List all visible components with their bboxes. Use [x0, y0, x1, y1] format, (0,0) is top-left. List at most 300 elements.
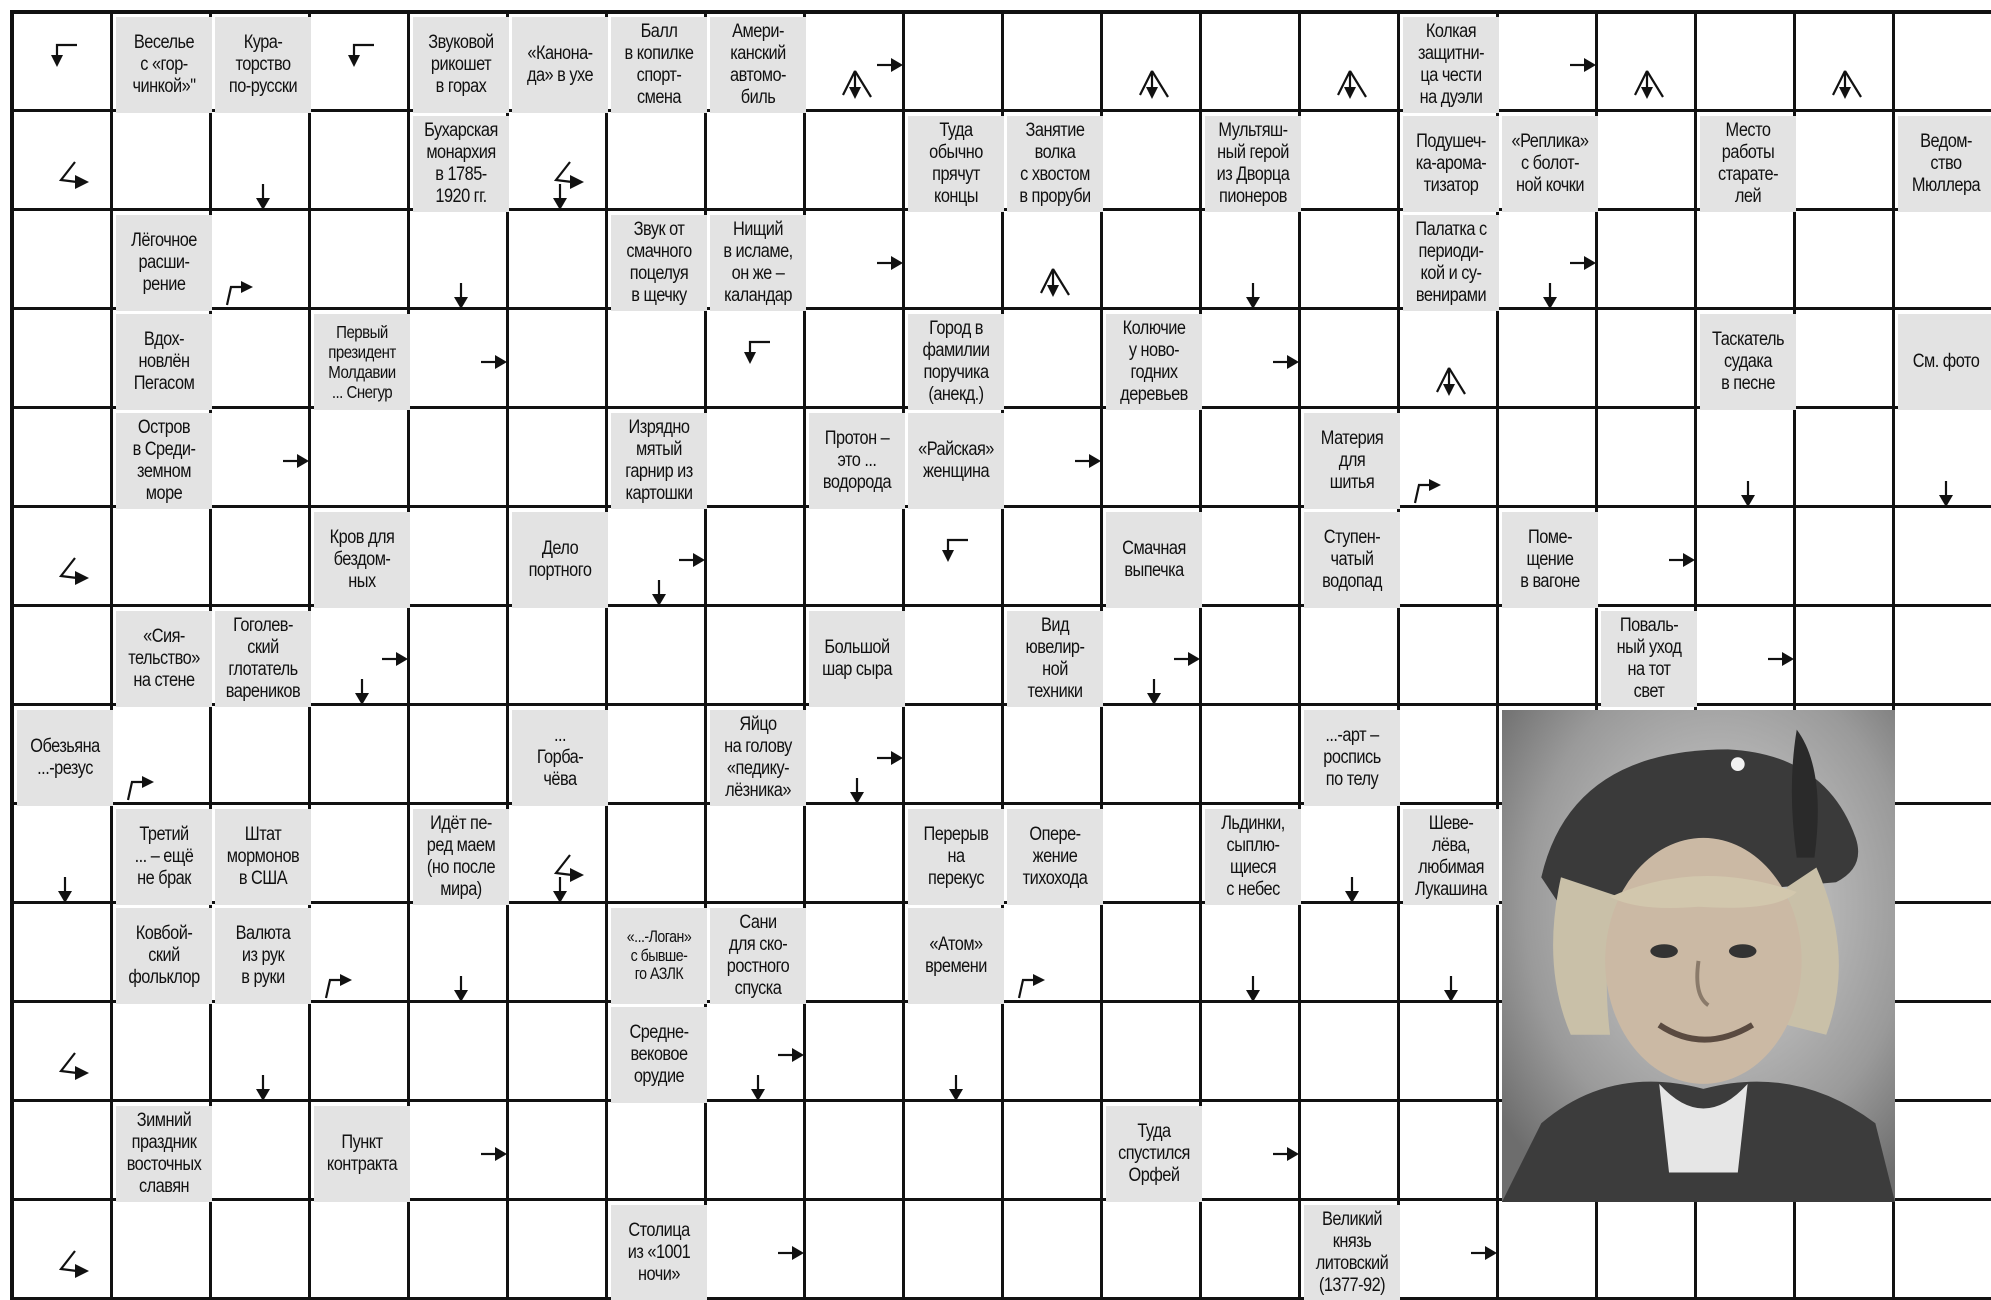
clue-text: Средне- вековое орудие [629, 1022, 689, 1087]
answer-cell[interactable] [1799, 17, 1895, 113]
clue-text: Пункт контракта [326, 1132, 398, 1175]
answer-cell[interactable] [1106, 116, 1202, 212]
answer-cell[interactable] [1601, 413, 1697, 509]
clue-text: См. фото [1912, 351, 1980, 372]
answer-cell[interactable] [1403, 908, 1499, 1004]
clue-text: Таскатель судака в песне [1712, 329, 1784, 394]
answer-cell[interactable] [17, 17, 113, 113]
answer-cell[interactable] [1205, 611, 1301, 707]
answer-cell[interactable] [908, 215, 1004, 311]
answer-cell[interactable] [611, 710, 707, 806]
clue-text: Столица из «1001 ночи» [627, 1220, 691, 1285]
clue-cell [215, 809, 311, 905]
answer-cell[interactable] [512, 215, 608, 311]
answer-cell[interactable] [314, 809, 410, 905]
answer-cell[interactable] [17, 215, 113, 311]
answer-cell[interactable] [1403, 1106, 1499, 1202]
clue-cell [1304, 413, 1400, 509]
scanword-grid [10, 10, 1991, 1300]
clue-cell [1700, 116, 1796, 212]
answer-cell[interactable] [215, 512, 311, 608]
answer-cell[interactable] [413, 215, 509, 311]
answer-cell[interactable] [1799, 413, 1895, 509]
clue-cell [116, 215, 212, 311]
clue-cell [611, 1205, 707, 1300]
clue-text: Гоголев- ский глотатель вареников [225, 615, 301, 702]
answer-cell[interactable] [710, 809, 806, 905]
answer-cell[interactable] [1601, 116, 1697, 212]
clue-text: Туда спустился Орфей [1118, 1121, 1190, 1186]
clue-cell [1502, 116, 1598, 212]
clue-cell [215, 17, 311, 113]
answer-cell[interactable] [710, 413, 806, 509]
answer-cell[interactable] [1007, 17, 1103, 113]
answer-cell[interactable] [1007, 1007, 1103, 1103]
clue-text: Палатка с периоди- кой и су- венирами [1415, 219, 1487, 306]
answer-cell[interactable] [116, 710, 212, 806]
answer-cell[interactable] [1700, 215, 1796, 311]
clue-cell [116, 314, 212, 410]
clue-cell [17, 710, 113, 806]
answer-cell[interactable] [17, 314, 113, 410]
answer-cell[interactable] [512, 1007, 608, 1103]
answer-cell[interactable] [1799, 116, 1895, 212]
answer-cell[interactable] [1304, 1007, 1400, 1103]
answer-cell[interactable] [908, 611, 1004, 707]
answer-cell[interactable] [1106, 17, 1202, 113]
clue-cell [1601, 611, 1697, 707]
answer-cell[interactable] [116, 512, 212, 608]
answer-cell[interactable] [116, 1007, 212, 1103]
answer-cell[interactable] [17, 809, 113, 905]
clue-cell [1898, 314, 1991, 410]
clue-text: «Сия- тельство» на стене [128, 626, 200, 691]
answer-cell[interactable] [710, 314, 806, 410]
clue-text: Бухарская монархия в 1785- 1920 гг. [424, 120, 498, 207]
clue-cell [1106, 1106, 1202, 1202]
answer-cell[interactable] [1898, 1205, 1991, 1300]
clue-cell [116, 908, 212, 1004]
answer-cell[interactable] [314, 1007, 410, 1103]
answer-cell[interactable] [215, 413, 311, 509]
answer-cell[interactable] [17, 611, 113, 707]
answer-cell[interactable] [1601, 512, 1697, 608]
answer-cell[interactable] [1799, 1205, 1895, 1300]
answer-cell[interactable] [1106, 1205, 1202, 1300]
answer-cell[interactable] [413, 710, 509, 806]
clue-text: Кура- торство по-русски [228, 32, 298, 97]
answer-cell[interactable] [1106, 413, 1202, 509]
clue-cell [413, 17, 509, 113]
clue-text: Звук от смачного поцелуя в щечку [626, 219, 692, 306]
clue-text: Смачная выпечка [1122, 538, 1186, 581]
answer-cell[interactable] [1502, 17, 1598, 113]
answer-cell[interactable] [1799, 512, 1895, 608]
answer-cell[interactable] [809, 512, 905, 608]
clue-cell [1205, 809, 1301, 905]
clue-text: «Райская» женщина [918, 439, 994, 482]
answer-cell[interactable] [512, 908, 608, 1004]
answer-cell[interactable] [710, 116, 806, 212]
clue-text: Великий князь литовский (1377-92) [1315, 1209, 1389, 1296]
answer-cell[interactable] [17, 1007, 113, 1103]
answer-cell[interactable] [1106, 215, 1202, 311]
clue-text: «...-Логан» с бывше- го АЗЛК [626, 928, 692, 984]
answer-cell[interactable] [1898, 611, 1991, 707]
clue-cell [710, 908, 806, 1004]
answer-cell[interactable] [512, 1205, 608, 1300]
answer-cell[interactable] [1601, 314, 1697, 410]
clue-cell [1007, 809, 1103, 905]
answer-cell[interactable] [1403, 314, 1499, 410]
answer-cell[interactable] [1205, 215, 1301, 311]
answer-cell[interactable] [1403, 512, 1499, 608]
clue-text: Нищий в исламе, он же – каландар [723, 219, 793, 306]
answer-cell[interactable] [1007, 215, 1103, 311]
clue-cell [611, 17, 707, 113]
answer-cell[interactable] [215, 1007, 311, 1103]
answer-cell[interactable] [611, 116, 707, 212]
answer-cell[interactable] [413, 413, 509, 509]
clue-text: Дело портного [528, 538, 592, 581]
clue-cell [1403, 809, 1499, 905]
answer-cell[interactable] [1601, 17, 1697, 113]
clue-cell [314, 314, 410, 410]
clue-text: ... Горба- чёва [536, 725, 584, 790]
answer-cell[interactable] [809, 1007, 905, 1103]
clue-text: Материя для шитья [1320, 428, 1384, 493]
answer-cell[interactable] [413, 1007, 509, 1103]
answer-cell[interactable] [809, 710, 905, 806]
clue-cell [710, 215, 806, 311]
clue-cell [809, 611, 905, 707]
answer-cell[interactable] [1106, 809, 1202, 905]
clue-cell [908, 314, 1004, 410]
clue-text: Шеве- лёва, любимая Лукашина [1415, 813, 1487, 900]
clue-cell [116, 809, 212, 905]
answer-cell[interactable] [1007, 908, 1103, 1004]
clue-text: Перерыв на перекус [923, 824, 989, 889]
clue-cell [710, 710, 806, 806]
clue-text: Ведом- ство Мюллера [1911, 131, 1981, 196]
clue-cell [1106, 512, 1202, 608]
answer-cell[interactable] [710, 1205, 806, 1300]
answer-cell[interactable] [1799, 215, 1895, 311]
answer-cell[interactable] [1601, 215, 1697, 311]
answer-cell[interactable] [908, 710, 1004, 806]
clue-text: ...-арт – роспись по телу [1323, 725, 1381, 790]
answer-cell[interactable] [314, 116, 410, 212]
answer-cell[interactable] [314, 611, 410, 707]
clue-cell [908, 908, 1004, 1004]
answer-cell[interactable] [512, 1106, 608, 1202]
clue-cell [314, 512, 410, 608]
answer-cell[interactable] [1403, 611, 1499, 707]
answer-cell[interactable] [1205, 413, 1301, 509]
clue-cell [512, 512, 608, 608]
answer-cell[interactable] [413, 1106, 509, 1202]
clue-text: Ковбой- ский фольклор [128, 923, 200, 988]
answer-cell[interactable] [908, 17, 1004, 113]
answer-cell[interactable] [1502, 611, 1598, 707]
answer-cell[interactable] [1106, 710, 1202, 806]
answer-cell[interactable] [1700, 512, 1796, 608]
answer-cell[interactable] [809, 314, 905, 410]
answer-cell[interactable] [1007, 413, 1103, 509]
clue-cell [413, 116, 509, 212]
clue-cell [512, 710, 608, 806]
clue-cell [611, 1007, 707, 1103]
clue-text: Колкая защитни- ца чести на дуэли [1417, 21, 1485, 108]
answer-cell[interactable] [1898, 512, 1991, 608]
answer-cell[interactable] [17, 116, 113, 212]
clue-text: Поме- щение в вагоне [1520, 527, 1580, 592]
answer-cell[interactable] [1898, 1106, 1991, 1202]
answer-cell[interactable] [314, 413, 410, 509]
answer-cell[interactable] [1205, 314, 1301, 410]
clue-text: Ступен- чатый водопад [1322, 527, 1382, 592]
answer-cell[interactable] [314, 710, 410, 806]
clue-cell [611, 908, 707, 1004]
answer-cell[interactable] [1304, 908, 1400, 1004]
answer-cell[interactable] [1205, 512, 1301, 608]
answer-cell[interactable] [1898, 809, 1991, 905]
answer-cell[interactable] [314, 908, 410, 1004]
answer-cell[interactable] [413, 1205, 509, 1300]
clue-text: Туда обычно прячут концы [929, 120, 983, 207]
clue-text: Амери- канский автомо- биль [730, 21, 786, 108]
answer-cell[interactable] [1502, 314, 1598, 410]
clue-cell [1502, 512, 1598, 608]
clue-cell [314, 1106, 410, 1202]
clue-cell [215, 908, 311, 1004]
clue-cell [710, 17, 806, 113]
clue-cell [1106, 314, 1202, 410]
answer-cell[interactable] [1898, 1007, 1991, 1103]
answer-cell[interactable] [1403, 710, 1499, 806]
clue-text: Большой шар сыра [822, 637, 892, 680]
clue-text: Зимний праздник восточных славян [126, 1110, 202, 1197]
answer-cell[interactable] [1898, 17, 1991, 113]
answer-cell[interactable] [116, 1205, 212, 1300]
answer-cell[interactable] [215, 710, 311, 806]
answer-cell[interactable] [413, 611, 509, 707]
answer-cell[interactable] [1502, 413, 1598, 509]
answer-cell[interactable] [1106, 908, 1202, 1004]
clue-cell [215, 611, 311, 707]
clue-text: Мультяш- ный герой из Дворца пионеров [1216, 120, 1290, 207]
answer-cell[interactable] [1898, 215, 1991, 311]
clue-text: Вид ювелир- ной техники [1025, 615, 1085, 702]
answer-cell[interactable] [413, 314, 509, 410]
clue-text: Место работы старате- лей [1717, 120, 1779, 207]
answer-cell[interactable] [512, 314, 608, 410]
clue-text: Колючие у ново- годних деревьев [1120, 318, 1188, 405]
clue-text: «Атом» времени [925, 934, 987, 977]
answer-cell[interactable] [17, 413, 113, 509]
answer-cell[interactable] [1799, 314, 1895, 410]
answer-cell[interactable] [1898, 710, 1991, 806]
answer-cell[interactable] [1304, 611, 1400, 707]
answer-cell[interactable] [314, 1205, 410, 1300]
answer-cell[interactable] [908, 1205, 1004, 1300]
clue-cell [1304, 512, 1400, 608]
answer-cell[interactable] [215, 314, 311, 410]
answer-cell[interactable] [809, 908, 905, 1004]
answer-cell[interactable] [1304, 17, 1400, 113]
answer-cell[interactable] [215, 1106, 311, 1202]
clue-text: Яйцо на голову «педику- лёзника» [724, 714, 792, 801]
answer-cell[interactable] [1007, 710, 1103, 806]
portrait-photo-icon [1502, 710, 1895, 1202]
answer-cell[interactable] [710, 611, 806, 707]
answer-cell[interactable] [512, 809, 608, 905]
answer-cell[interactable] [314, 215, 410, 311]
answer-cell[interactable] [611, 809, 707, 905]
clue-text: Льдинки, сыплю- щиеся с небес [1221, 813, 1285, 900]
answer-cell[interactable] [1601, 1205, 1697, 1300]
clue-cell [1898, 116, 1991, 212]
answer-cell[interactable] [1700, 17, 1796, 113]
answer-cell[interactable] [17, 908, 113, 1004]
clue-cell [116, 413, 212, 509]
answer-cell[interactable] [215, 1205, 311, 1300]
answer-cell[interactable] [611, 314, 707, 410]
answer-cell[interactable] [1106, 611, 1202, 707]
clue-text: Третий ... – ещё не брак [134, 824, 194, 889]
clue-text: Протон – это ... водорода [822, 428, 892, 493]
answer-cell[interactable] [809, 215, 905, 311]
answer-cell[interactable] [710, 1007, 806, 1103]
answer-cell[interactable] [1106, 1007, 1202, 1103]
answer-cell[interactable] [17, 1205, 113, 1300]
answer-cell[interactable] [512, 413, 608, 509]
clue-cell [1304, 1205, 1400, 1300]
clue-cell [1700, 314, 1796, 410]
clue-text: «Канона- да» в ухе [526, 43, 594, 86]
clue-text: Балл в копилке спорт- смена [624, 21, 694, 108]
answer-cell[interactable] [17, 1106, 113, 1202]
answer-cell[interactable] [710, 512, 806, 608]
clue-cell [1205, 116, 1301, 212]
clue-cell [116, 611, 212, 707]
clue-text: Сани для ско- ростного спуска [726, 912, 790, 999]
answer-cell[interactable] [512, 116, 608, 212]
answer-cell[interactable] [1205, 1106, 1301, 1202]
answer-cell[interactable] [1403, 1205, 1499, 1300]
answer-cell[interactable] [1898, 413, 1991, 509]
answer-cell[interactable] [1007, 1106, 1103, 1202]
answer-cell[interactable] [512, 611, 608, 707]
clue-cell [1007, 611, 1103, 707]
clue-cell [512, 17, 608, 113]
answer-cell[interactable] [809, 1205, 905, 1300]
answer-cell[interactable] [1304, 809, 1400, 905]
clue-text: Вдох- новлён Пегасом [133, 329, 195, 394]
clue-cell [611, 413, 707, 509]
answer-cell[interactable] [908, 1106, 1004, 1202]
clue-text: Опере- жение тихохода [1022, 824, 1088, 889]
answer-cell[interactable] [611, 611, 707, 707]
answer-cell[interactable] [1205, 908, 1301, 1004]
answer-cell[interactable] [413, 908, 509, 1004]
answer-cell[interactable] [908, 512, 1004, 608]
answer-cell[interactable] [1502, 1205, 1598, 1300]
clue-cell [1403, 116, 1499, 212]
answer-cell[interactable] [1304, 215, 1400, 311]
clue-cell [908, 809, 1004, 905]
answer-cell[interactable] [17, 512, 113, 608]
answer-cell[interactable] [611, 512, 707, 608]
clue-text: Изрядно мятый гарнир из картошки [625, 417, 693, 504]
answer-cell[interactable] [611, 1106, 707, 1202]
answer-cell[interactable] [1502, 215, 1598, 311]
clue-cell [809, 413, 905, 509]
answer-cell[interactable] [1700, 413, 1796, 509]
answer-cell[interactable] [1205, 1205, 1301, 1300]
clue-text: Штат мормонов в США [226, 824, 300, 889]
clue-text: Первый президент Молдавии ... Снегур [328, 322, 396, 402]
clue-cell [413, 809, 509, 905]
clue-cell [116, 1106, 212, 1202]
answer-cell[interactable] [1403, 413, 1499, 509]
answer-cell[interactable] [809, 809, 905, 905]
answer-cell[interactable] [1205, 17, 1301, 113]
clue-cell [116, 17, 212, 113]
answer-cell[interactable] [809, 116, 905, 212]
answer-cell[interactable] [1304, 1106, 1400, 1202]
answer-cell[interactable] [1700, 611, 1796, 707]
clue-cell [1007, 116, 1103, 212]
clue-text: Обезьяна ...-резус [30, 736, 100, 779]
answer-cell[interactable] [215, 215, 311, 311]
answer-cell[interactable] [710, 1106, 806, 1202]
clue-cell [1403, 215, 1499, 311]
clue-text: Валюта из рук в руки [235, 923, 291, 988]
clue-text: «Реплика» с болот- ной кочки [1511, 131, 1589, 196]
answer-cell[interactable] [1304, 116, 1400, 212]
answer-cell[interactable] [809, 1106, 905, 1202]
answer-cell[interactable] [1799, 611, 1895, 707]
answer-cell[interactable] [1007, 512, 1103, 608]
clue-text: Остров в Среди- земном море [132, 417, 196, 504]
answer-cell[interactable] [413, 512, 509, 608]
answer-cell[interactable] [215, 116, 311, 212]
answer-cell[interactable] [908, 1007, 1004, 1103]
answer-cell[interactable] [1700, 1205, 1796, 1300]
clue-text: Идёт пе- ред маем (но после мира) [426, 813, 496, 900]
clue-text: Занятие волка с хвостом в проруби [1019, 120, 1091, 207]
clue-cell [908, 413, 1004, 509]
clue-text: Лёгочное расши- рение [131, 230, 197, 295]
clue-text: Город в фамилии поручика (анекд.) [922, 318, 990, 405]
answer-cell[interactable] [1205, 1007, 1301, 1103]
answer-cell[interactable] [809, 17, 905, 113]
clue-cell [611, 215, 707, 311]
answer-cell[interactable] [1007, 314, 1103, 410]
answer-cell[interactable] [1205, 710, 1301, 806]
answer-cell[interactable] [116, 116, 212, 212]
answer-cell[interactable] [1304, 314, 1400, 410]
clue-text: Звуковой рикошет в горах [428, 32, 494, 97]
clue-cell [908, 116, 1004, 212]
answer-cell[interactable] [1007, 1205, 1103, 1300]
answer-cell[interactable] [314, 17, 410, 113]
answer-cell[interactable] [1403, 1007, 1499, 1103]
clue-cell [1304, 710, 1400, 806]
answer-cell[interactable] [1898, 908, 1991, 1004]
clue-text: Подушеч- ка-арома- тизатор [1415, 131, 1487, 196]
